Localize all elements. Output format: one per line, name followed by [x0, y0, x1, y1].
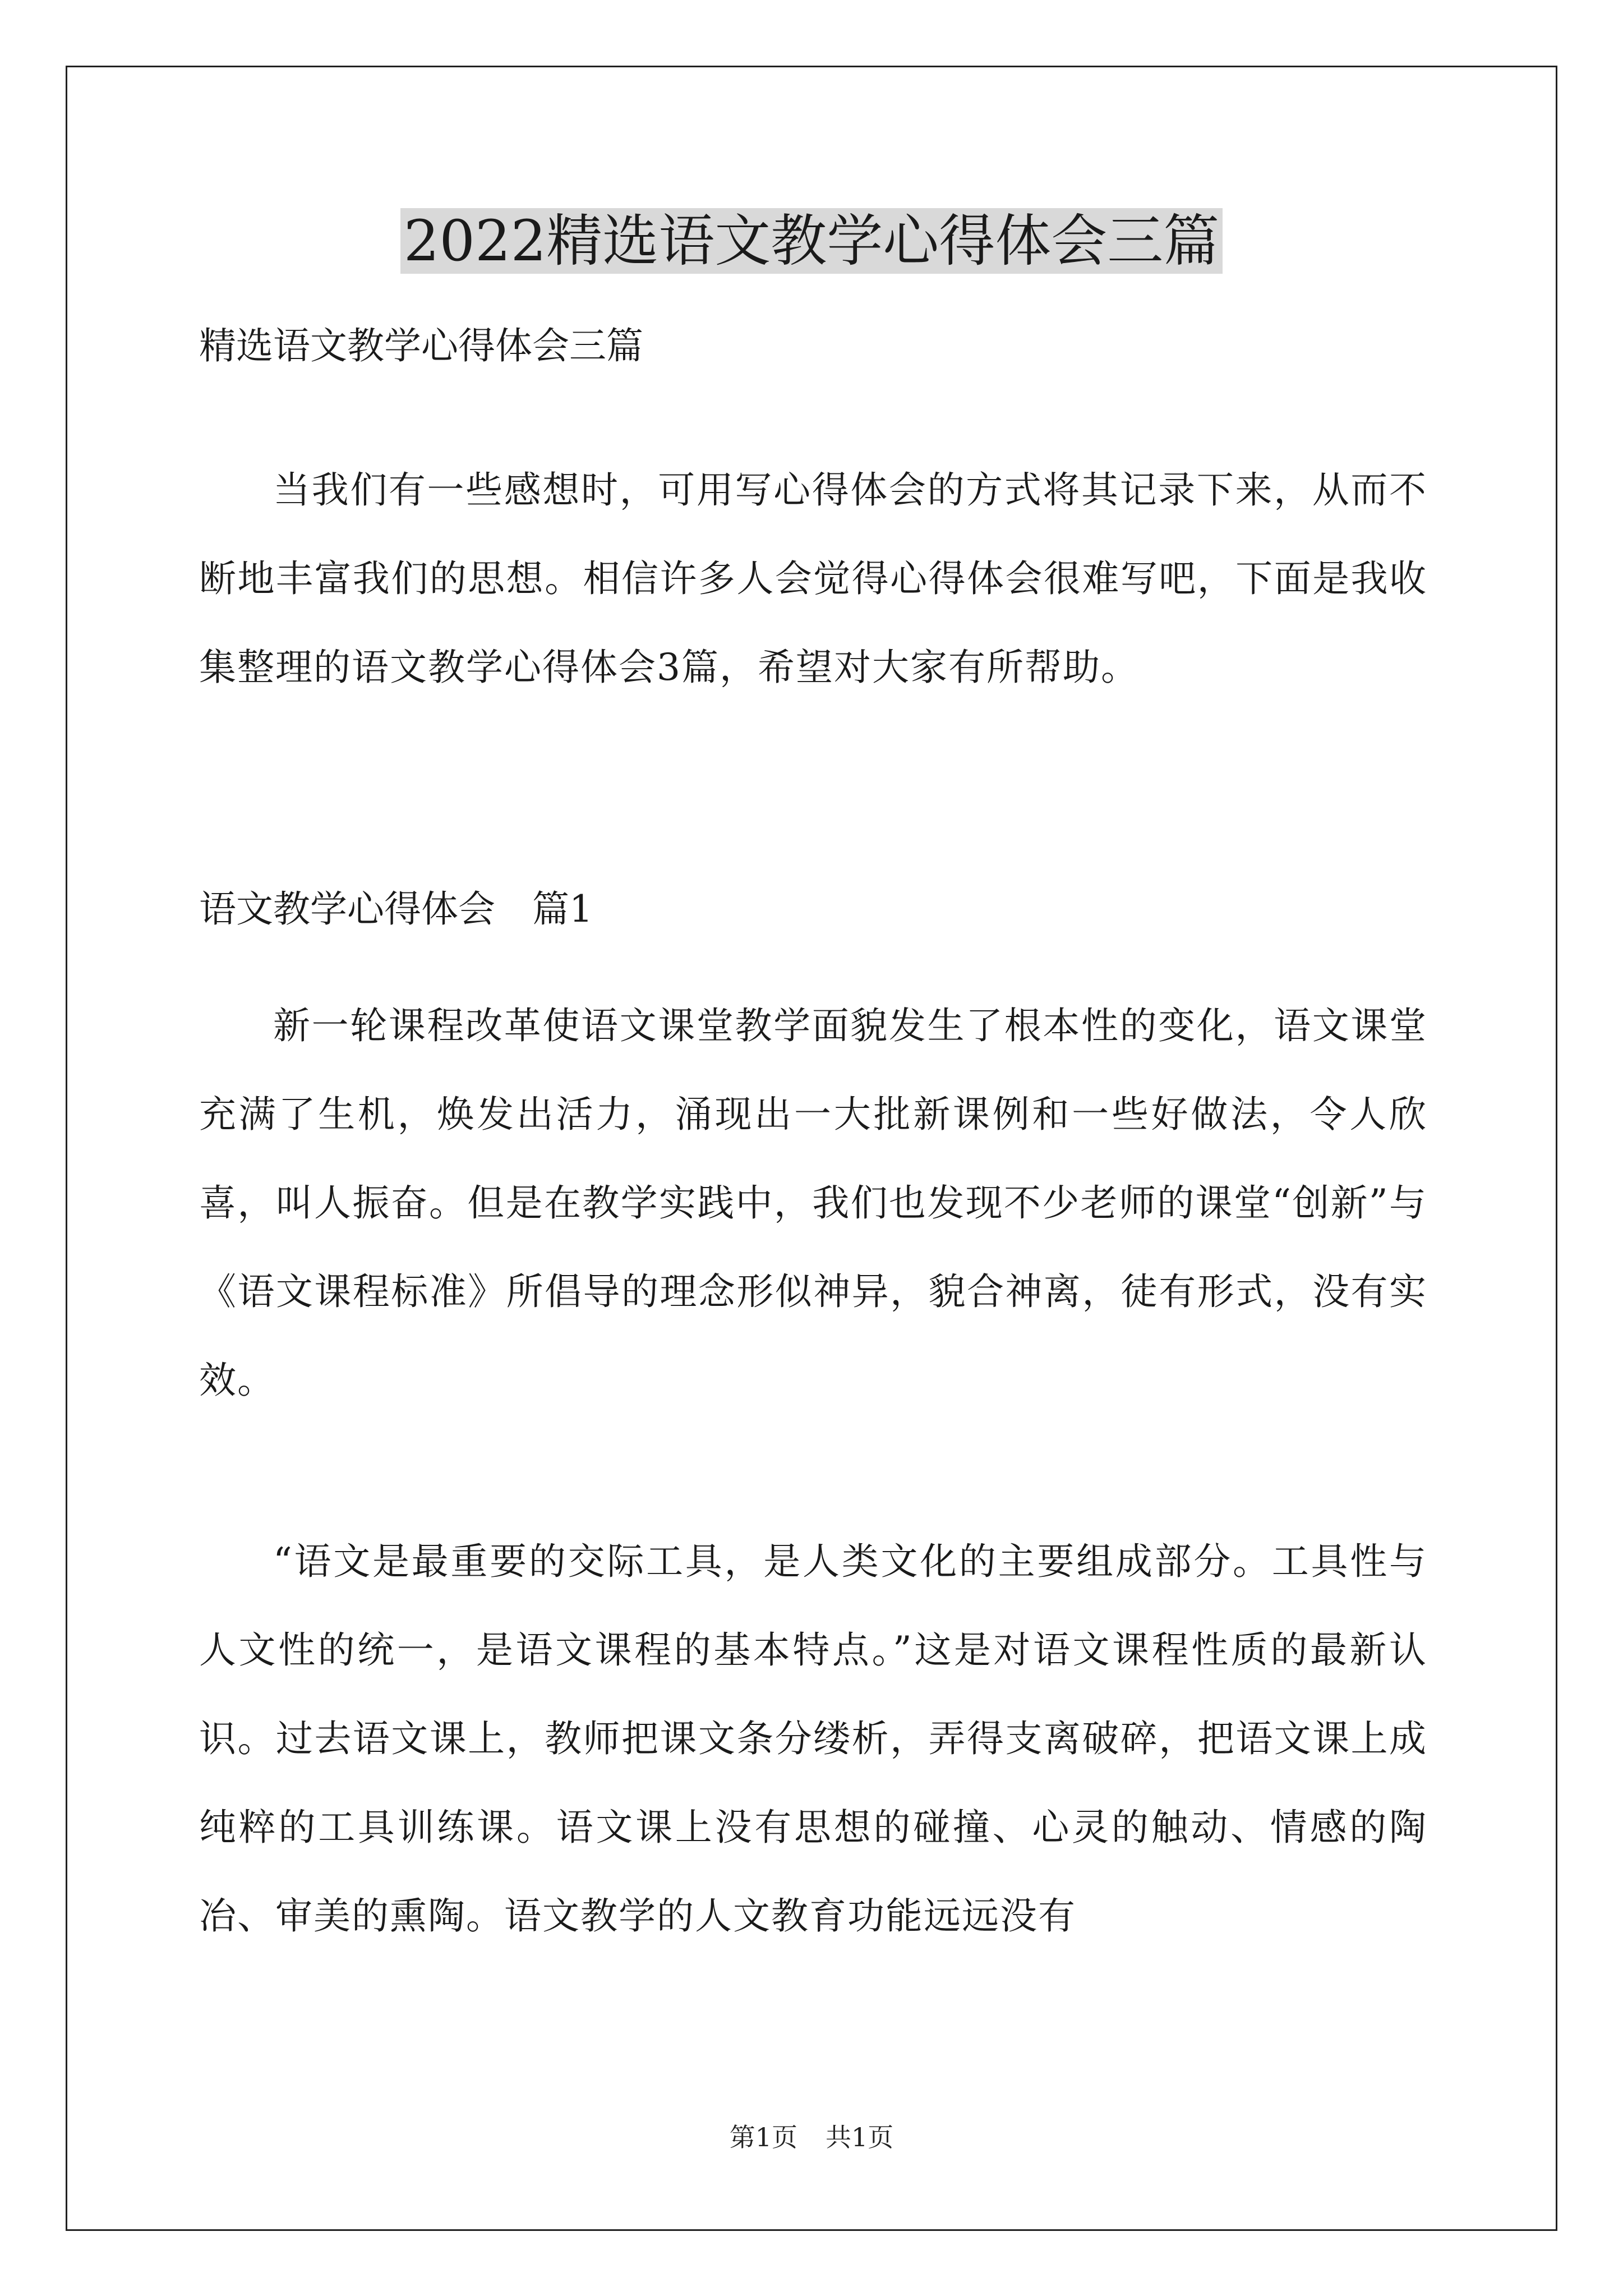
document-title [0, 205, 1623, 278]
section-heading: 语文教学心得体会 篇1 [199, 887, 593, 931]
document-title-text: 2022精选语文教学心得体会三篇 [400, 208, 1223, 274]
body-paragraph-1: 新一轮课程改革使语文课堂教学面貌发生了根本性的变化，语文课堂充满了生机，焕发出活力，涌现出一大批新课例和一些好做法，令人欣喜，叫人振奋。但是在教学实践中，我们也发现不少老师的课堂“创新”与《语文课程标准》所倡导的理念形似神异，貌合神离，徒有形式，没有实效。 [199, 1004, 1427, 1402]
document-subtitle: 精选语文教学心得体会三篇 [199, 324, 643, 367]
page-number: 第1页 [729, 2122, 797, 2152]
page-footer [0, 2120, 1623, 2154]
page-total: 共1页 [826, 2122, 894, 2152]
body-paragraph-2: “语文是最重要的交际工具，是人类文化的主要组成部分。工具性与人文性的统一，是语文课程的基本特点。”这是对语文课程性质的最新认识。过去语文课上，教师把课文条分缕析，弄得支离破碎，把语文课上成纯粹的工具训练课。语文课上没有思想的碰撞、心灵的触动、情感的陶冶、审美的熏陶。语文教学的人文教育功能远远没有 [199, 1540, 1427, 1938]
intro-paragraph: 当我们有一些感想时，可用写心得体会的方式将其记录下来，从而不断地丰富我们的思想。相信许多人会觉得心得体会很难写吧，下面是我收集整理的语文教学心得体会3篇，希望对大家有所帮助。 [199, 468, 1427, 689]
